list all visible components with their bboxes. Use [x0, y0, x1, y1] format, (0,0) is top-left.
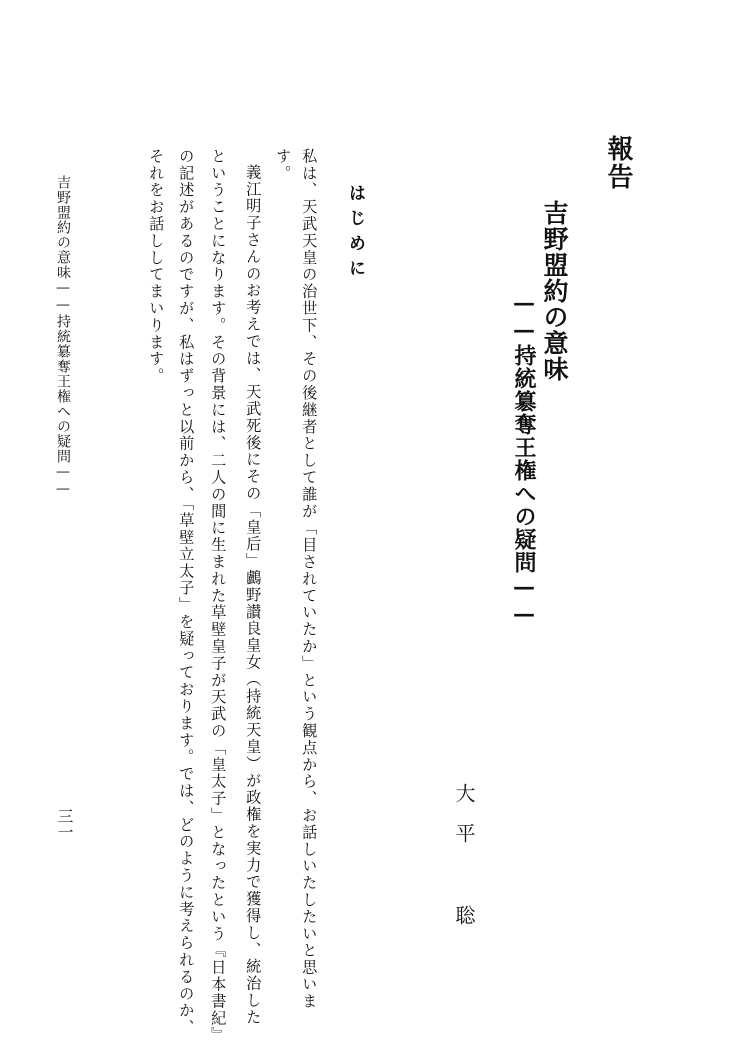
- body-line: 義江明子さんのお考えでは、天武死後にその「皇后」鸕野讃良皇女（持統天皇）が政権を実力で獲得し、統治した: [244, 164, 263, 1026]
- page-number: 三一: [55, 808, 74, 840]
- section-heading: はじめに: [345, 184, 365, 284]
- author-family-name: 大 平: [452, 783, 476, 843]
- article-subtitle: ——持統簒奪王権への疑問——: [511, 290, 537, 628]
- running-head: 吉野盟約の意味——持統簒奪王権への疑問——: [55, 175, 71, 498]
- report-label: 報告: [603, 135, 633, 191]
- body-line: す。: [274, 148, 293, 182]
- body-line: それをお話ししてまいります。: [147, 148, 166, 385]
- body-line: の記述があるのですが、私はずっと以前から、「草壁立太子」を疑っております。では、どのように考えられるのか、: [177, 148, 196, 1037]
- author-given-name: 聡: [452, 905, 476, 925]
- body-line: ということになります。その背景には、二人の間に生まれた草壁皇子が天武の「皇太子」となったという『日本書紀』: [209, 148, 228, 1044]
- article-title: 吉野盟約の意味: [540, 200, 569, 382]
- body-line: 私は、天武天皇の治世下、その後継者として誰が「目されていたか」という観点から、お話しいたしたいと思いま: [300, 148, 319, 1010]
